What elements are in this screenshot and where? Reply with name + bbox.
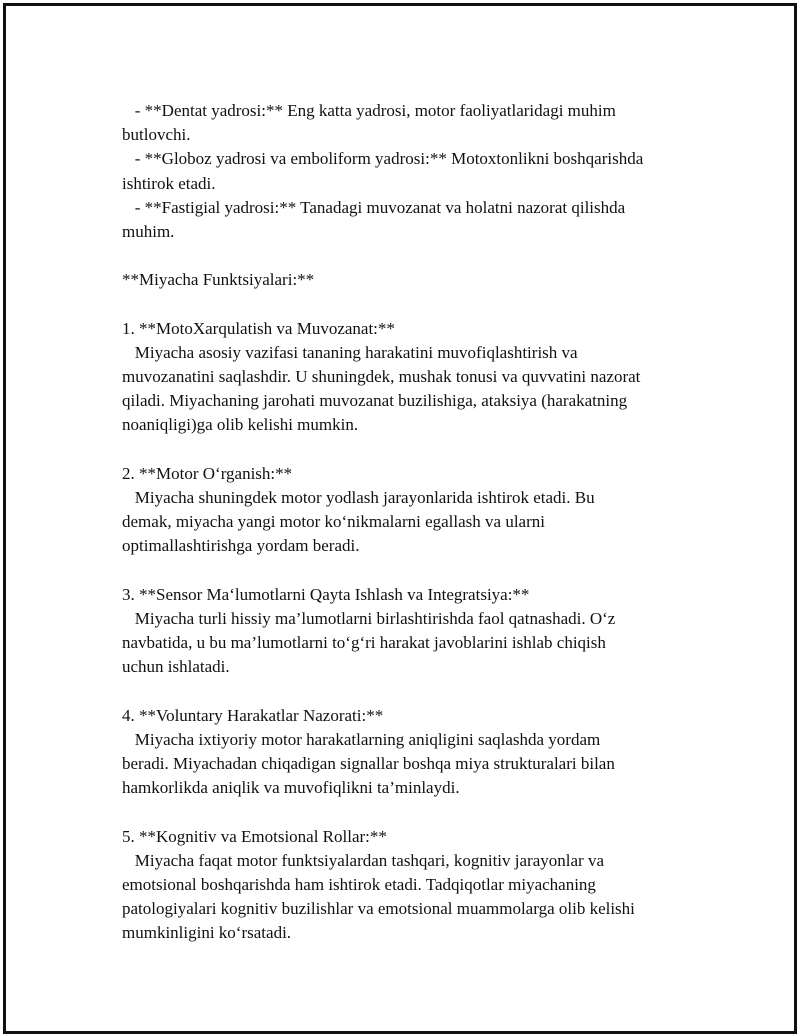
text-line: - **Dentat yadrosi:** Eng katta yadrosi, motor faoliyatlaridagi muhim	[122, 101, 616, 120]
text-line: Miyacha shuningdek motor yodlash jarayonlarida ishtirok etadi. Bu	[122, 488, 595, 507]
text-line: noaniqligi)ga olib kelishi mumkin.	[122, 415, 359, 435]
page-frame	[3, 3, 797, 1034]
text-line: - **Globoz yadrosi va emboliform yadrosi:** Motoxtonlikni boshqarishda	[122, 149, 644, 169]
text-line: hamkorlikda aniqlik va muvofiqlikni ta’minlaydi.	[122, 778, 460, 798]
paragraph-gap	[122, 438, 692, 462]
text-line: beradi. Miyachadan chiqadigan signallar boshqa miya strukturalari bilan	[122, 754, 615, 774]
paragraph-gap	[122, 293, 692, 317]
paragraph-gap	[122, 559, 692, 583]
text-line: navbatida, u bu ma’lumotlarni to‘g‘ri harakat javoblarini ishlab chiqish	[122, 633, 606, 653]
text-line: Miyacha turli hissiy ma’lumotlarni birlashtirishda faol qatnashadi. O‘z	[122, 608, 616, 628]
function-item	[122, 462, 692, 559]
function-item	[122, 704, 692, 801]
text-line: mumkinligini ko‘rsatadi.	[122, 923, 292, 943]
paragraph-gap	[122, 244, 692, 268]
text-line: Miyacha ixtiyoriy motor harakatlarning aniqligini saqlashda yordam	[122, 729, 601, 749]
text-line: uchun ishlatadi.	[122, 657, 230, 677]
paragraph-gap	[122, 800, 692, 824]
text-line: Miyacha faqat motor funktsiyalardan tashqari, kognitiv jarayonlar va	[122, 850, 604, 870]
text-line: emotsional boshqarishda ham ishtirok etadi. Tadqiqotlar miyachaning	[122, 875, 596, 894]
section-heading: **Miyacha Funktsiyalari:**	[122, 270, 315, 290]
text-line: butlovchi.	[122, 125, 191, 145]
text-line: muvozanatini saqlashdir. U shuningdek, mushak tonusi va quvvatini nazorat	[122, 367, 641, 387]
text-line: ishtirok etadi.	[122, 173, 216, 193]
nuclei-list	[122, 99, 692, 244]
function-heading: 1. **MotoXarqulatish va Muvozanat:**	[122, 318, 395, 338]
text-line: optimallashtirishga yordam beradi.	[122, 536, 360, 556]
document-body	[122, 99, 692, 946]
paragraph-gap	[122, 680, 692, 704]
function-item	[122, 825, 692, 946]
function-heading: 5. **Kognitiv va Emotsional Rollar:**	[122, 826, 387, 846]
function-heading: 2. **Motor O‘rganish:**	[122, 463, 293, 483]
text-line: qiladi. Miyachaning jarohati muvozanat buzilishiga, ataksiya (harakatning	[122, 391, 628, 411]
text-line: muhim.	[122, 221, 175, 241]
text-line: demak, miyacha yangi motor ko‘nikmalarni egallash va ularni	[122, 512, 545, 532]
text-line: - **Fastigial yadrosi:** Tanadagi muvozanat va holatni nazorat qilishda	[122, 197, 626, 217]
function-heading: 4. **Voluntary Harakatlar Nazorati:**	[122, 705, 384, 725]
function-item	[122, 583, 692, 680]
function-item	[122, 317, 692, 438]
text-line: patologiyalari kognitiv buzilishlar va emotsional muammolarga olib kelishi	[122, 899, 635, 919]
text-line: Miyacha asosiy vazifasi tananing harakatini muvofiqlashtirish va	[122, 342, 578, 362]
function-heading: 3. **Sensor Ma‘lumotlarni Qayta Ishlash va Integratsiya:**	[122, 584, 530, 604]
